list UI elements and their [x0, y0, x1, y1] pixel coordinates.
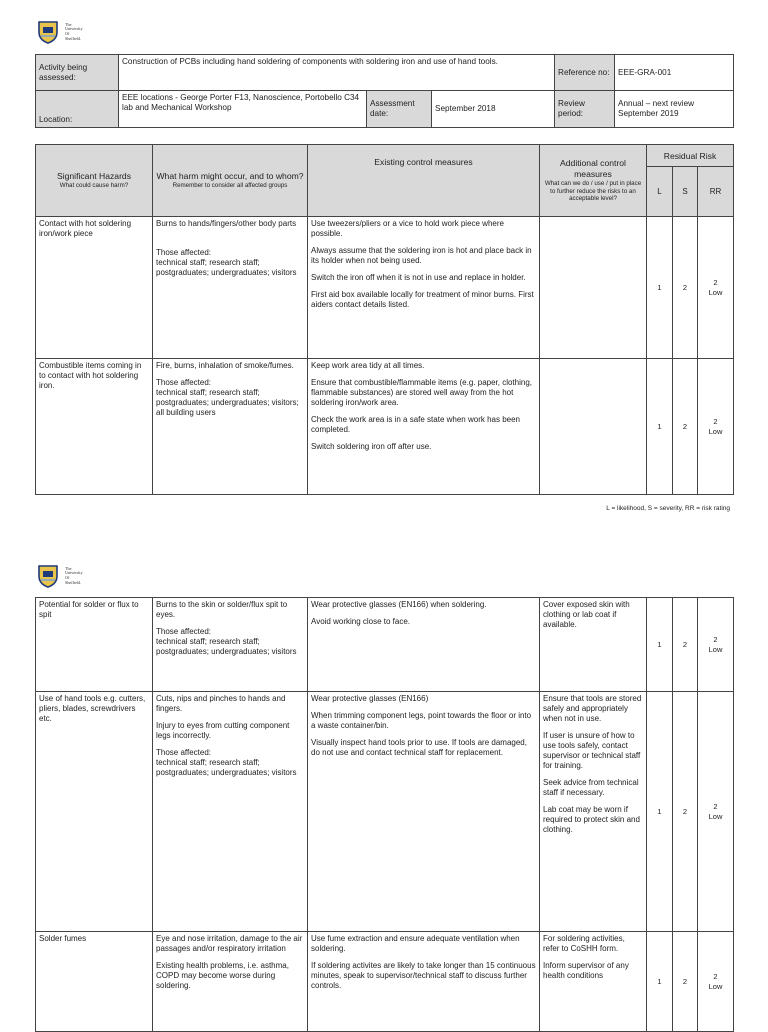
additional-text: Cover exposed skin with clothing or lab coat if available.	[543, 600, 630, 629]
logo-line: Of	[65, 575, 70, 580]
risk-table-page2	[35, 597, 734, 1032]
crest-icon	[35, 564, 61, 588]
additional-text: Inform supervisor of any health conditions	[543, 961, 629, 980]
additional-text: Lab coat may be worn if required to protect skin and clothing.	[543, 805, 640, 834]
additional-text: Seek advice from technical staff if necessary.	[543, 778, 639, 797]
existing-cell	[308, 359, 540, 495]
additional-text: Ensure that tools are stored safely and appropriately when not in use.	[543, 694, 642, 723]
location-value: EEE locations - George Porter F13, Nanoscience, Portobello C34 lab and Mechanical Workshop	[119, 91, 367, 128]
severity-cell: 2	[673, 932, 698, 1032]
logo-line: Sheffield.	[65, 579, 82, 585]
rr-value: 2	[713, 416, 718, 426]
harm-text: Those affected: technical staff; research staff; postgraduates; undergraduates; visitors	[156, 627, 297, 656]
col-rr: RR	[698, 167, 734, 217]
rr-level: Low	[708, 426, 723, 436]
existing-text: Keep work area tidy at all times.	[311, 361, 425, 370]
harm-text: Injury to eyes from cutting component legs incorrectly.	[156, 721, 290, 740]
existing-text: Wear protective glasses (EN166)	[311, 694, 429, 703]
rr-value: 2	[713, 277, 718, 287]
additional-cell	[540, 932, 647, 1032]
col-existing: Existing control measures	[374, 157, 473, 167]
severity-cell: 2	[673, 598, 698, 692]
risk-rating-cell	[698, 217, 734, 359]
harm-text: Fire, burns, inhalation of smoke/fumes.	[156, 361, 294, 370]
existing-text: Visually inspect hand tools prior to use. If tools are damaged, do not use and contact technical staff for replacement.	[311, 738, 527, 757]
additional-cell	[540, 359, 647, 495]
existing-text: When trimming component legs, point towards the floor or into a waste container/bin.	[311, 711, 532, 730]
likelihood-cell: 1	[647, 217, 673, 359]
rr-level: Low	[708, 981, 723, 991]
additional-cell	[540, 598, 647, 692]
harm-text: Burns to the skin or solder/flux spit to eyes.	[156, 600, 288, 619]
existing-cell	[308, 932, 540, 1032]
risk-rating-cell	[698, 598, 734, 692]
harm-cell	[153, 692, 308, 932]
university-logo	[35, 20, 83, 44]
harm-cell	[153, 359, 308, 495]
additional-cell	[540, 692, 647, 932]
rr-value: 2	[713, 634, 718, 644]
harm-text: Existing health problems, i.e. asthma, COPD may become worse during soldering.	[156, 961, 289, 990]
existing-text: Wear protective glasses (EN166) when soldering.	[311, 600, 487, 609]
col-hazards-sub: What could cause harm?	[59, 182, 129, 190]
severity-cell: 2	[673, 359, 698, 495]
existing-text: Always assume that the soldering iron is hot and place back in its holder when not being used.	[311, 246, 532, 265]
col-harm-sub: Remember to consider all affected groups	[172, 182, 288, 190]
assessment-date-value: September 2018	[432, 91, 555, 128]
additional-text: If user is unsure of how to use tools safely, contact supervisor or technical staff for training.	[543, 731, 641, 770]
existing-cell	[308, 692, 540, 932]
logo-line: The	[65, 565, 72, 571]
table-row	[36, 932, 734, 1032]
harm-text: Those affected: technical staff; research staff; postgraduates; undergraduates; visitors	[156, 748, 297, 777]
existing-text: Ensure that combustible/flammable items (e.g. paper, clothing, flammable substances) are stored well away from the hot soldering iron/work area.	[311, 378, 532, 407]
risk-legend: L = likelihood, S = severity, RR = risk rating	[606, 505, 730, 512]
existing-text: Switch the iron off when it is not in use and replace in holder.	[311, 273, 526, 282]
likelihood-cell: 1	[647, 359, 673, 495]
rr-level: Low	[708, 287, 723, 297]
hazard-cell: Solder fumes	[36, 932, 153, 1032]
hazard-cell: Combustible items coming in to contact with hot soldering iron.	[36, 359, 153, 495]
existing-text: If soldering activites are likely to take longer than 15 continuous minutes, speak to supervisor/technical staff to discuss further controls.	[311, 961, 536, 990]
logo-line: University	[65, 26, 83, 32]
table-row	[36, 692, 734, 932]
rr-level: Low	[708, 644, 723, 654]
risk-rating-cell	[698, 692, 734, 932]
harm-text: Those affected: technical staff; research staff; postgraduates; undergraduates; visitors; all building users	[156, 378, 299, 417]
severity-cell: 2	[673, 217, 698, 359]
reference-label: Reference no:	[555, 55, 615, 91]
col-additional-sub: What can we do / use / put in place to further reduce the risks to an acceptable level?	[544, 180, 642, 203]
col-additional: Additional control measures	[560, 158, 626, 180]
assessment-header-table	[35, 54, 734, 128]
col-harm: What harm might occur, and to whom?	[156, 171, 304, 182]
rr-value: 2	[713, 971, 718, 981]
table-row	[36, 359, 734, 495]
reference-value: EEE-GRA-001	[615, 55, 734, 91]
harm-cell	[153, 932, 308, 1032]
crest-icon	[35, 20, 61, 44]
existing-text: Use tweezers/pliers or a vice to hold work piece where possible.	[311, 219, 504, 238]
logo-line: Of	[65, 31, 70, 36]
activity-value: Construction of PCBs including hand soldering of components with soldering iron and use of hand tools.	[119, 55, 555, 91]
logo-line: Sheffield.	[65, 35, 82, 41]
likelihood-cell: 1	[647, 692, 673, 932]
hazard-cell: Contact with hot soldering iron/work piece	[36, 217, 153, 359]
rr-level: Low	[708, 811, 723, 821]
likelihood-cell: 1	[647, 932, 673, 1032]
harm-text: Those affected: technical staff; research staff; postgraduates; undergraduates; visitors	[156, 248, 297, 277]
existing-text: Avoid working close to face.	[311, 617, 411, 626]
university-logo	[35, 564, 83, 588]
harm-text: Eye and nose irritation, damage to the air passages and/or respiratory irritation	[156, 934, 303, 953]
col-residual-risk: Residual Risk	[647, 145, 734, 167]
col-l: L	[647, 167, 673, 217]
review-period-value: Annual – next review September 2019	[615, 91, 734, 128]
risk-rating-cell	[698, 932, 734, 1032]
additional-cell	[540, 217, 647, 359]
severity-cell: 2	[673, 692, 698, 932]
hazard-cell: Potential for solder or flux to spit	[36, 598, 153, 692]
col-s: S	[673, 167, 698, 217]
existing-text: Use fume extraction and ensure adequate ventilation when soldering.	[311, 934, 520, 953]
likelihood-cell: 1	[647, 598, 673, 692]
existing-cell	[308, 217, 540, 359]
existing-text: Switch soldering iron off after use.	[311, 442, 432, 451]
risk-rating-cell	[698, 359, 734, 495]
logo-line: The	[65, 21, 72, 27]
existing-cell	[308, 598, 540, 692]
harm-cell	[153, 598, 308, 692]
hazard-cell: Use of hand tools e.g. cutters, pliers, blades, screwdrivers etc.	[36, 692, 153, 932]
harm-text: Cuts, nips and pinches to hands and fingers.	[156, 694, 286, 713]
table-row	[36, 598, 734, 692]
logo-line: University	[65, 570, 83, 576]
location-label: Location:	[36, 91, 119, 128]
existing-text: Check the work area is in a safe state when work has been completed.	[311, 415, 520, 434]
risk-table-page1	[35, 144, 734, 495]
harm-cell	[153, 217, 308, 359]
harm-text: Burns to hands/fingers/other body parts	[156, 219, 297, 228]
existing-text: First aid box available locally for treatment of minor burns. First aiders contact details listed.	[311, 290, 534, 309]
rr-value: 2	[713, 801, 718, 811]
assessment-date-label: Assessment date:	[367, 91, 432, 128]
table-row	[36, 217, 734, 359]
review-period-label: Review period:	[555, 91, 615, 128]
activity-label: Activity being assessed:	[36, 55, 119, 91]
col-hazards: Significant Hazards	[56, 171, 132, 182]
additional-text: For soldering activities, refer to CoSHH form.	[543, 934, 625, 953]
